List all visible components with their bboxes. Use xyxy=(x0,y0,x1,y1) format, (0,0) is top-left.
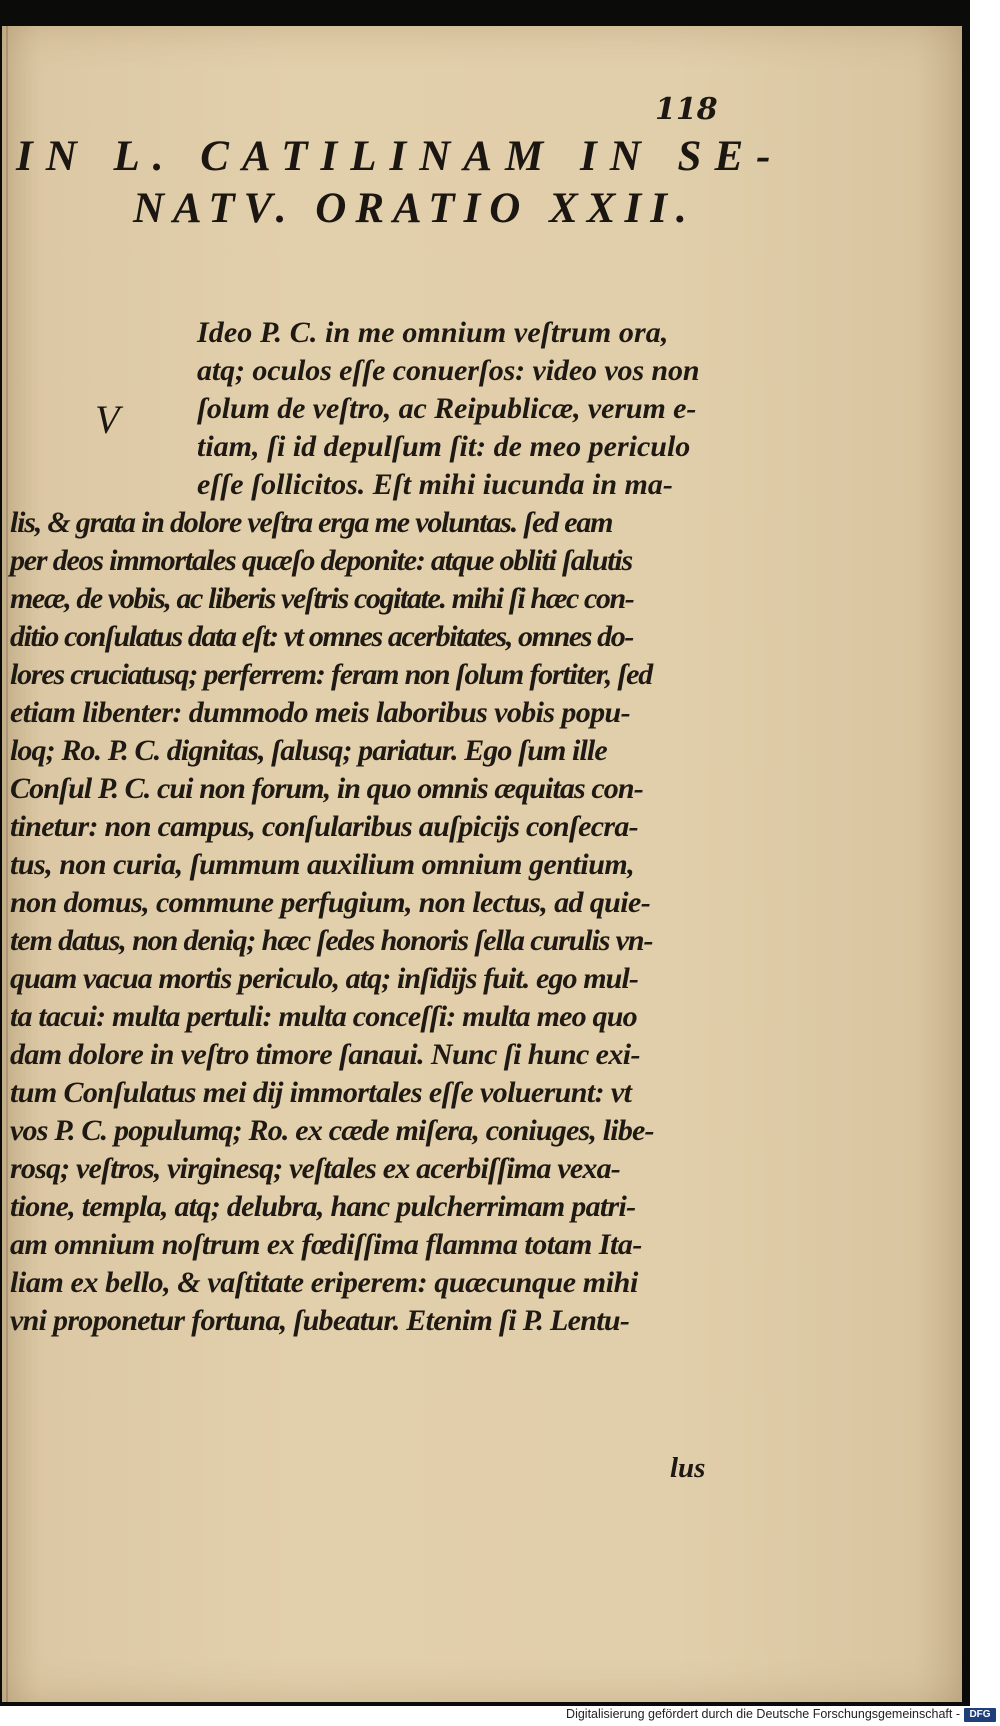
title-line-2: NATV. ORATIO XXII. xyxy=(133,185,696,232)
text-line: loq; Ro. P. C. dignitas, ſalusq; pariatur. Ego ſum ille xyxy=(10,734,607,767)
text-line: per deos immortales quæſo deponite: atque obliti ſalutis xyxy=(10,544,632,577)
text-line: quam vacua mortis periculo, atq; inſidijs fuit. ego mul- xyxy=(10,962,638,995)
text-line: liam ex bello, & vaſtitate eriperem: quæcunque mihi xyxy=(10,1266,638,1299)
drop-initial: V xyxy=(95,397,120,442)
text-line: tiam, ſi id depulſum ſit: de meo periculo xyxy=(197,430,691,463)
text-line: vni proponetur fortuna, ſubeatur. Etenim ſi P. Lentu- xyxy=(10,1304,630,1337)
text-line: am omnium noſtrum ex fœdiſſima flamma totam Ita- xyxy=(10,1228,642,1261)
text-line: Conſul P. C. cui non forum, in quo omnis æquitas con- xyxy=(10,772,643,805)
text-line: tione, templa, atq; delubra, hanc pulcherrimam patri- xyxy=(10,1190,636,1223)
text-line: vos P. C. populumq; Ro. ex cæde miſera, coniuges, libe- xyxy=(10,1114,654,1147)
text-line: tem datus, non deniq; hæc ſedes honoris ſella curulis vn- xyxy=(10,924,653,957)
text-line: tus, non curia, ſummum auxilium omnium gentium, xyxy=(10,848,635,881)
title-line-1: IN L. CATILINAM IN SE- xyxy=(16,133,784,180)
text-line: lores cruciatusq; perferrem: feram non ſolum fortiter, ſed xyxy=(10,658,653,691)
page-gutter xyxy=(6,26,8,1702)
text-line: dam dolore in veſtro timore ſanaui. Nunc ſi hunc exi- xyxy=(10,1038,640,1071)
text-line: ditio conſulatus data eſt: vt omnes acerbitates, omnes do- xyxy=(10,620,633,653)
catchword: lus xyxy=(670,1452,706,1484)
dfg-logo: DFG xyxy=(964,1708,996,1722)
text-line: Ideo P. C. in me omnium veſtrum ora, xyxy=(197,316,669,349)
text-line: non domus, commune perfugium, non lectus, ad quie- xyxy=(10,886,651,919)
text-line: tum Conſulatus mei dij immortales eſſe voluerunt: vt xyxy=(10,1076,632,1109)
text-line: atq; oculos eſſe conuerſos: video vos non xyxy=(197,354,700,387)
page-number: 118 xyxy=(655,92,718,127)
footer-credit: Digitalisierung gefördert durch die Deutsche Forschungsgemeinschaft - xyxy=(566,1707,960,1721)
text-line: ſolum de veſtro, ac Reipublicæ, verum e- xyxy=(197,392,697,425)
text-line: ta tacui: multa pertuli: multa conceſſi: multa meo quo xyxy=(10,1000,637,1033)
text-line: etiam libenter: dummodo meis laboribus vobis popu- xyxy=(10,696,631,729)
text-line: meæ, de vobis, ac liberis veſtris cogitate. mihi ſi hæc con- xyxy=(10,582,634,615)
text-line: lis, & grata in dolore veſtra erga me voluntas. ſed eam xyxy=(10,506,613,539)
text-line: tinetur: non campus, conſularibus auſpicijs conſecra- xyxy=(10,810,638,843)
text-line: eſſe ſollicitos. Eſt mihi iucunda in ma- xyxy=(197,468,673,501)
text-line: rosq; veſtros, virginesq; veſtales ex acerbiſſima vexa- xyxy=(10,1152,620,1185)
